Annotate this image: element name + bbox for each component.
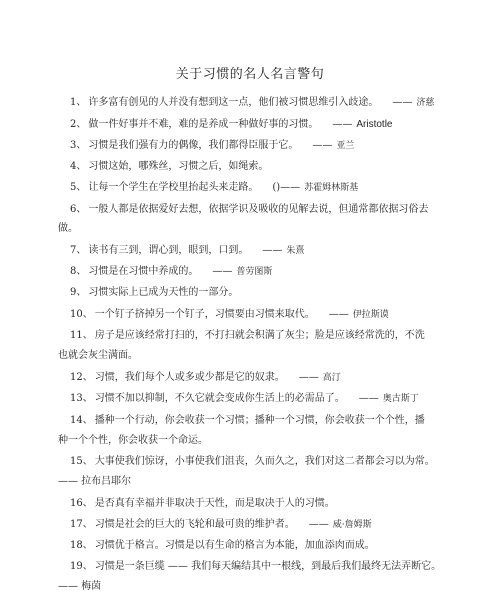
quote-dash: —— bbox=[392, 97, 413, 108]
quote-line bbox=[70, 265, 272, 279]
quote-number: 13、 bbox=[70, 393, 93, 404]
quote-continuation: —— 拉布吕耶尔 bbox=[58, 476, 132, 487]
quote-dash: —— bbox=[212, 266, 233, 277]
quote-number: 5、 bbox=[70, 182, 87, 193]
quote-dash: ()—— bbox=[272, 182, 301, 193]
quote-line bbox=[70, 414, 425, 428]
quote-author: 伊拉斯谟 bbox=[352, 310, 389, 320]
quote-dash: —— bbox=[262, 245, 283, 256]
quote-line bbox=[70, 139, 354, 153]
quote-author: 奥古斯丁 bbox=[382, 394, 419, 404]
quote-number: 10、 bbox=[70, 309, 93, 320]
quote-continuation: 做。 bbox=[58, 223, 78, 234]
quote-continuation: 也就会灰尘满面。 bbox=[58, 350, 138, 361]
quote-number: 12、 bbox=[70, 372, 93, 383]
quote-text: 是否真有幸福并非取决于天性，而是取决于人的习惯。 bbox=[94, 498, 335, 509]
quote-dash: —— bbox=[308, 519, 329, 530]
quote-line bbox=[70, 244, 304, 258]
quote-author: 亚兰 bbox=[336, 141, 355, 151]
quote-text: 大事使我们惊讶，小事使我们沮丧，久而久之，我们对这二者都会习以为常。 bbox=[94, 456, 435, 467]
quote-line bbox=[70, 181, 358, 195]
quote-author: 普劳图斯 bbox=[236, 267, 273, 277]
quote-line bbox=[70, 497, 335, 511]
quote-line bbox=[70, 308, 389, 322]
quote-line bbox=[70, 455, 435, 469]
quote-author: 济慈 bbox=[416, 98, 435, 108]
quote-line bbox=[70, 371, 341, 385]
quote-text: 习惯实际上已成为天性的一部分。 bbox=[88, 287, 239, 298]
quote-author: 威·詹姆斯 bbox=[332, 520, 372, 530]
quote-author: Aristotle bbox=[356, 119, 393, 130]
quote-continuation: 种一个个性，你会收获一个命运。 bbox=[58, 435, 208, 446]
quote-line bbox=[70, 96, 434, 110]
quote-line bbox=[70, 329, 425, 343]
quote-line bbox=[70, 539, 375, 553]
quote-number: 9、 bbox=[70, 287, 87, 298]
quote-number: 18、 bbox=[70, 540, 93, 551]
quote-number: 11、 bbox=[70, 330, 93, 341]
quote-dash: —— bbox=[358, 393, 379, 404]
quote-line bbox=[70, 560, 441, 574]
quote-text: 习惯，我们每个人或多或少都是它的奴隶。 bbox=[94, 372, 285, 383]
quote-line bbox=[70, 286, 238, 300]
quote-text: 一般人都是依据爱好去想，依据学识及吸收的见解去说，但通常都依据习俗去 bbox=[88, 204, 429, 215]
quote-number: 16、 bbox=[70, 498, 93, 509]
quote-text: 习惯不加以抑制，不久它就会变成你生活上的必需品了。 bbox=[94, 393, 345, 404]
quote-number: 4、 bbox=[70, 161, 87, 172]
quote-text: 一个钉子挤掉另一个钉子，习惯要由习惯来取代。 bbox=[94, 309, 315, 320]
quote-number: 8、 bbox=[70, 266, 87, 277]
quote-line bbox=[70, 203, 428, 217]
quote-text: 许多富有创见的人并没有想到这一点，他们被习惯思维引入歧途。 bbox=[88, 97, 379, 108]
quote-text: 习惯是一条巨缆 —— 我们每天编结其中一根线，到最后我们最终无法弄断它。 bbox=[94, 561, 442, 572]
quote-text: 播种一个行动，你会收获一个习惯；播种一个习惯，你会收获一个个性，播 bbox=[94, 415, 425, 426]
quote-text: 习惯是我们强有力的偶像，我们都得臣服于它。 bbox=[88, 140, 299, 151]
quote-text: 读书有三到，谓心到，眼到，口到。 bbox=[88, 245, 249, 256]
quote-author: 高汀 bbox=[322, 373, 341, 383]
quote-text: 习惯是在习惯中养成的。 bbox=[88, 266, 199, 277]
quote-line bbox=[70, 160, 268, 174]
quote-number: 1、 bbox=[70, 97, 87, 108]
quote-continuation: —— 梅茵 bbox=[58, 581, 102, 592]
quote-text: 做一件好事并不难，难的是养成一种做好事的习惯。 bbox=[88, 119, 319, 130]
quote-dash: —— bbox=[328, 309, 349, 320]
quote-text: 习惯优于格言。习惯是以有生命的格言为本能，加血添肉而成。 bbox=[94, 540, 375, 551]
quote-number: 15、 bbox=[70, 456, 93, 467]
quote-number: 17、 bbox=[70, 519, 93, 530]
quote-number: 7、 bbox=[70, 245, 87, 256]
document-title: 关于习惯的名人名言警句 bbox=[175, 67, 325, 82]
quote-dash: —— bbox=[332, 119, 353, 130]
quote-dash: —— bbox=[312, 140, 333, 151]
quote-line bbox=[70, 118, 393, 132]
quote-number: 19、 bbox=[70, 561, 93, 572]
quote-text: 让每一个学生在学校里抬起头来走路。 bbox=[88, 182, 259, 193]
quote-text: 房子是应该经常打扫的，不打扫就会积满了灰尘；脸是应该经常洗的，不洗 bbox=[94, 330, 425, 341]
quote-author: 苏霍姆林斯基 bbox=[304, 183, 359, 193]
quote-number: 3、 bbox=[70, 140, 87, 151]
quote-number: 14、 bbox=[70, 415, 93, 426]
quote-text: 习惯是社会的巨大的飞轮和最可贵的维护者。 bbox=[94, 519, 295, 530]
quote-line bbox=[70, 392, 419, 406]
quote-text: 习惯这始，哪殊丝，习惯之后，如绳索。 bbox=[88, 161, 269, 172]
quote-number: 2、 bbox=[70, 119, 87, 130]
quote-author: 朱熹 bbox=[286, 246, 305, 256]
quote-dash: —— bbox=[298, 372, 319, 383]
quote-line bbox=[70, 518, 372, 532]
quote-number: 6、 bbox=[70, 204, 87, 215]
